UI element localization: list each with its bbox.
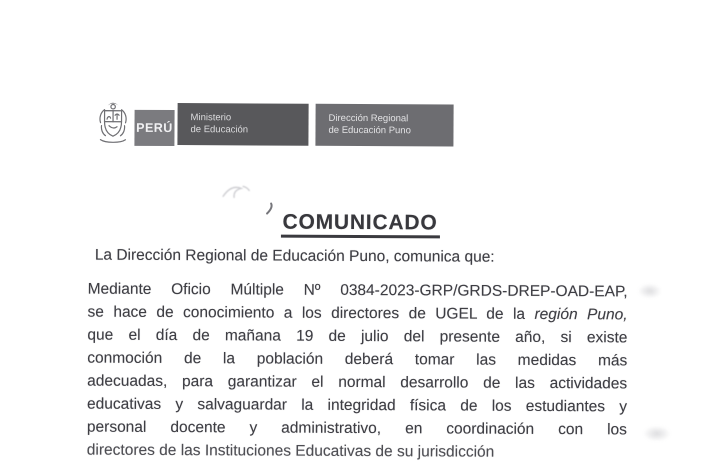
regional-directorate-box xyxy=(315,104,453,147)
region-line-1: Dirección Regional xyxy=(329,113,454,126)
body-line: adecuadas, para garantizar el normal desarrollo de las actividades xyxy=(87,370,627,396)
body-line: conmoción de la población deberá tomar las medidas más xyxy=(87,347,627,373)
body-line: Mediante Oficio Múltiple Nº 0384-2023-GRP/GRDS-DREP-OAD-EAP, xyxy=(88,278,628,304)
body-paragraph xyxy=(87,278,628,465)
body-line: que el día de mañana 19 de julio del presente año, si existe xyxy=(87,324,627,350)
body-line: se hace de conocimiento a los directores de UGEL de la región Puno, xyxy=(87,301,627,327)
document-title: COMUNICADO xyxy=(280,211,439,239)
document-body xyxy=(87,244,628,465)
region-line-2: de Educación Puno xyxy=(328,125,453,138)
ministry-line-1: Ministerio xyxy=(191,112,309,125)
document-title-row xyxy=(0,198,720,239)
peru-coat-of-arms-icon xyxy=(94,99,131,146)
peru-label-box xyxy=(134,110,174,146)
ministry-line-2: de Educación xyxy=(190,124,308,137)
scan-speck xyxy=(638,283,662,298)
body-line: personal docente y administrativo, en coordinación con los xyxy=(87,416,627,442)
body-line: directores de las Instituciones Educativas de su jurisdicción xyxy=(87,439,627,465)
body-line: educativas y salvaguardar la integridad física de los estudiantes y xyxy=(87,393,627,419)
scan-speck xyxy=(643,425,671,441)
ministry-of-education-box xyxy=(177,103,308,146)
letterhead xyxy=(1,0,721,2)
intro-line: La Dirección Regional de Educación Puno, comunica que: xyxy=(95,244,628,270)
peru-label: PERÚ xyxy=(136,121,173,135)
